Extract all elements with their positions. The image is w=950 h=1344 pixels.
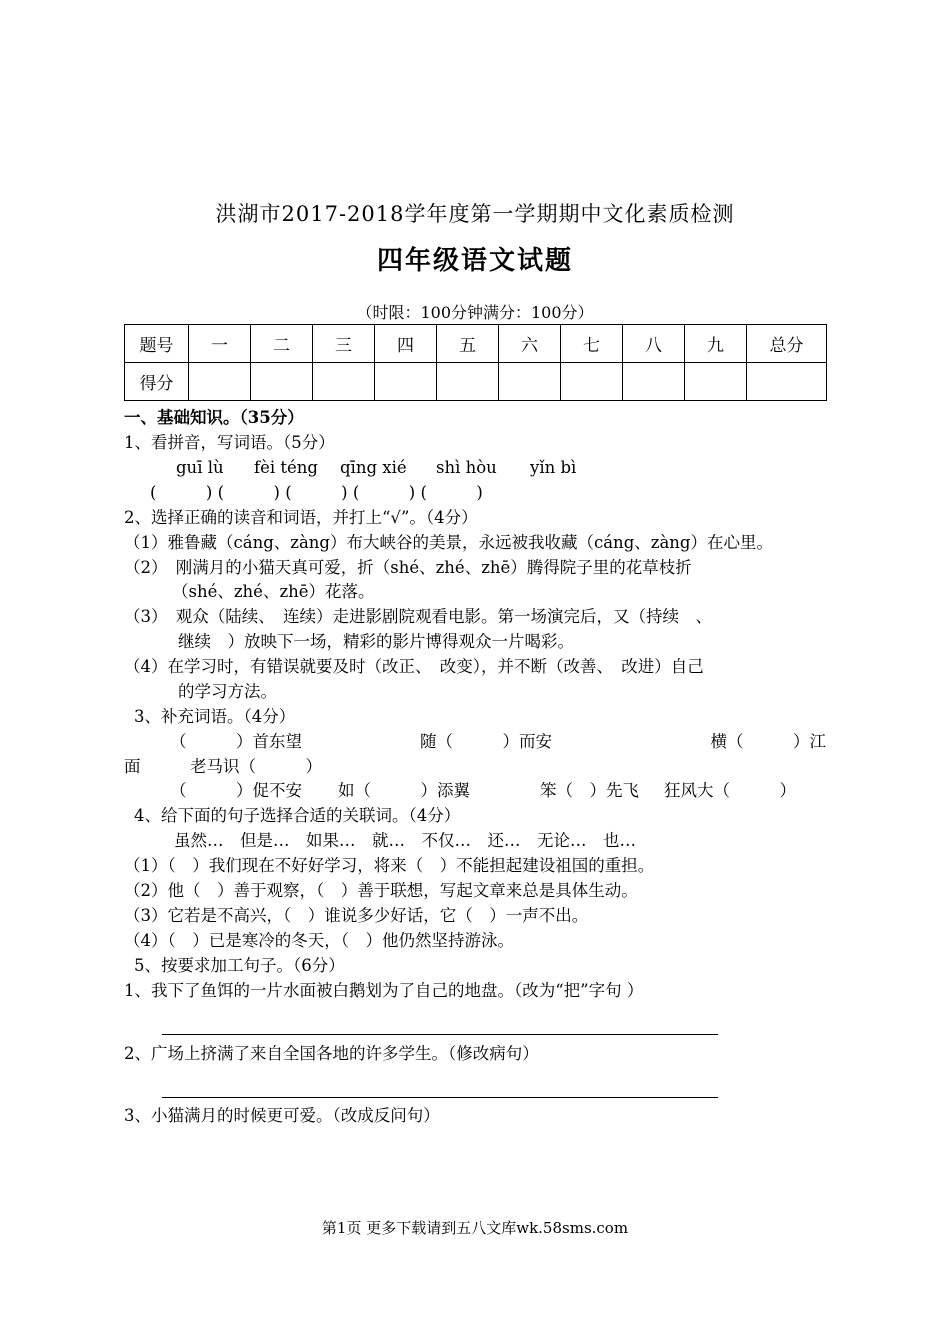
score-cell[interactable] bbox=[623, 363, 685, 401]
q3-item: 如（ ）添翼 bbox=[338, 781, 470, 800]
score-header-cell: 八 bbox=[623, 325, 685, 363]
q2-line1: （1）雅鲁藏（cáng、zàng）布大峡谷的美景，永远被我收藏（cáng、zàng）在心里。 bbox=[124, 533, 773, 552]
q2-line4a: （4）在学习时，有错误就要及时（改正、 改变），并不断（改善、 改进）自己 bbox=[124, 657, 704, 676]
answer-line[interactable] bbox=[162, 1034, 718, 1035]
q2-line3a: （3） 观众（陆续、 连续）走进影剧院观看电影。第一场演完后，又（持续 、 bbox=[124, 607, 712, 626]
score-header-cell: 五 bbox=[437, 325, 499, 363]
score-cell[interactable] bbox=[251, 363, 313, 401]
q3-item: 随（ ）而安 bbox=[420, 732, 552, 751]
answer-line[interactable] bbox=[162, 1097, 718, 1098]
score-row-label: 得分 bbox=[125, 363, 189, 401]
score-cell[interactable] bbox=[685, 363, 747, 401]
q5-sentence-3: 3、小猫满月的时候更可爱。（改成反问句） bbox=[124, 1106, 440, 1125]
score-header-cell: 四 bbox=[375, 325, 437, 363]
score-header-cell: 七 bbox=[561, 325, 623, 363]
score-cell[interactable] bbox=[313, 363, 375, 401]
score-table bbox=[124, 324, 827, 401]
exam-title: 洪湖市2017-2018学年度第一学期期中文化素质检测 bbox=[215, 202, 735, 226]
q5-sentence-1: 1、我下了鱼饵的一片水面被白鹅划为了自己的地盘。（改为“把”字句 ） bbox=[124, 981, 644, 1000]
score-header-cell: 题号 bbox=[125, 325, 189, 363]
pinyin-item: guī lù bbox=[176, 458, 224, 477]
q1-title: 1、看拼音，写词语。（5分） bbox=[124, 433, 335, 452]
q3-item: （ ）促不安 bbox=[170, 781, 302, 800]
score-header-cell: 六 bbox=[499, 325, 561, 363]
q4-sentence-1: （1）（ ）我们现在不好好学习，将来（ ）不能担起建设祖国的重担。 bbox=[124, 856, 655, 875]
score-table-header-row bbox=[125, 325, 827, 363]
q4-sentence-2: （2）他（ ）善于观察，（ ）善于联想，写起文章来总是具体生动。 bbox=[124, 881, 638, 900]
page-footer: 第1页 更多下载请到五八文库wk.58sms.com bbox=[321, 1219, 629, 1237]
q5-sentence-2: 2、广场上挤满了来自全国各地的许多学生。（修改病句） bbox=[124, 1044, 539, 1063]
q5-title: 5、按要求加工句子。（6分） bbox=[134, 956, 345, 975]
q2-title: 2、选择正确的读音和词语，并打上“√”。（4分） bbox=[124, 508, 478, 527]
score-cell[interactable] bbox=[499, 363, 561, 401]
time-limit: （时限：100分钟满分：100分） bbox=[356, 303, 594, 322]
pinyin-item: yǐn bì bbox=[530, 458, 577, 477]
q2-line4b: 的学习方法。 bbox=[178, 682, 277, 701]
score-cell[interactable] bbox=[375, 363, 437, 401]
score-header-cell: 三 bbox=[313, 325, 375, 363]
score-header-cell: 一 bbox=[189, 325, 251, 363]
q4-title: 4、给下面的句子选择合适的关联词。（4分） bbox=[134, 806, 461, 825]
q1-blanks[interactable]: ( ) ( ) ( ) ( ) ( ) bbox=[150, 483, 483, 502]
q3-item: 笨（ ）先飞 bbox=[540, 781, 639, 800]
q2-line3b: 继续 ）放映下一场，精彩的影片博得观众一片喝彩。 bbox=[178, 632, 574, 651]
q3-item: 狂风大（ ） bbox=[664, 781, 796, 800]
exam-subtitle: 四年级语文试题 bbox=[376, 246, 573, 276]
q2-line2a: （2） 刚满月的小猫天真可爱，折（shé、zhé、zhē）腾得院子里的花草枝折 bbox=[124, 558, 692, 577]
pinyin-item: shì hòu bbox=[436, 458, 497, 477]
score-cell[interactable] bbox=[437, 363, 499, 401]
pinyin-item: fèi téng bbox=[254, 458, 318, 477]
q3-row2: 面 老马识（ ） bbox=[124, 757, 322, 776]
section-heading: 一、基础知识。（35分） bbox=[124, 408, 304, 427]
q4-sentence-4: （4）（ ）已是寒冷的冬天，（ ）他仍然坚持游泳。 bbox=[124, 931, 514, 950]
q3-item: 横（ ）江 bbox=[710, 732, 826, 751]
q4-options: 虽然… 但是… 如果… 就… 不仅… 还… 无论… 也… bbox=[174, 831, 636, 850]
score-header-cell: 总分 bbox=[747, 325, 827, 363]
q4-sentence-3: （3）它若是不高兴，（ ）谁说多少好话，它（ ）一声不出。 bbox=[124, 906, 589, 925]
score-cell[interactable] bbox=[189, 363, 251, 401]
score-table-score-row bbox=[125, 363, 827, 401]
pinyin-item: qīng xié bbox=[340, 458, 407, 477]
q2-line2b: （shé、zhé、zhē）花落。 bbox=[172, 582, 375, 601]
q3-title: 3、补充词语。（4分） bbox=[134, 707, 296, 726]
score-header-cell: 九 bbox=[685, 325, 747, 363]
score-header-cell: 二 bbox=[251, 325, 313, 363]
score-cell[interactable] bbox=[561, 363, 623, 401]
q3-item: （ ）首东望 bbox=[170, 732, 302, 751]
score-cell[interactable] bbox=[747, 363, 827, 401]
